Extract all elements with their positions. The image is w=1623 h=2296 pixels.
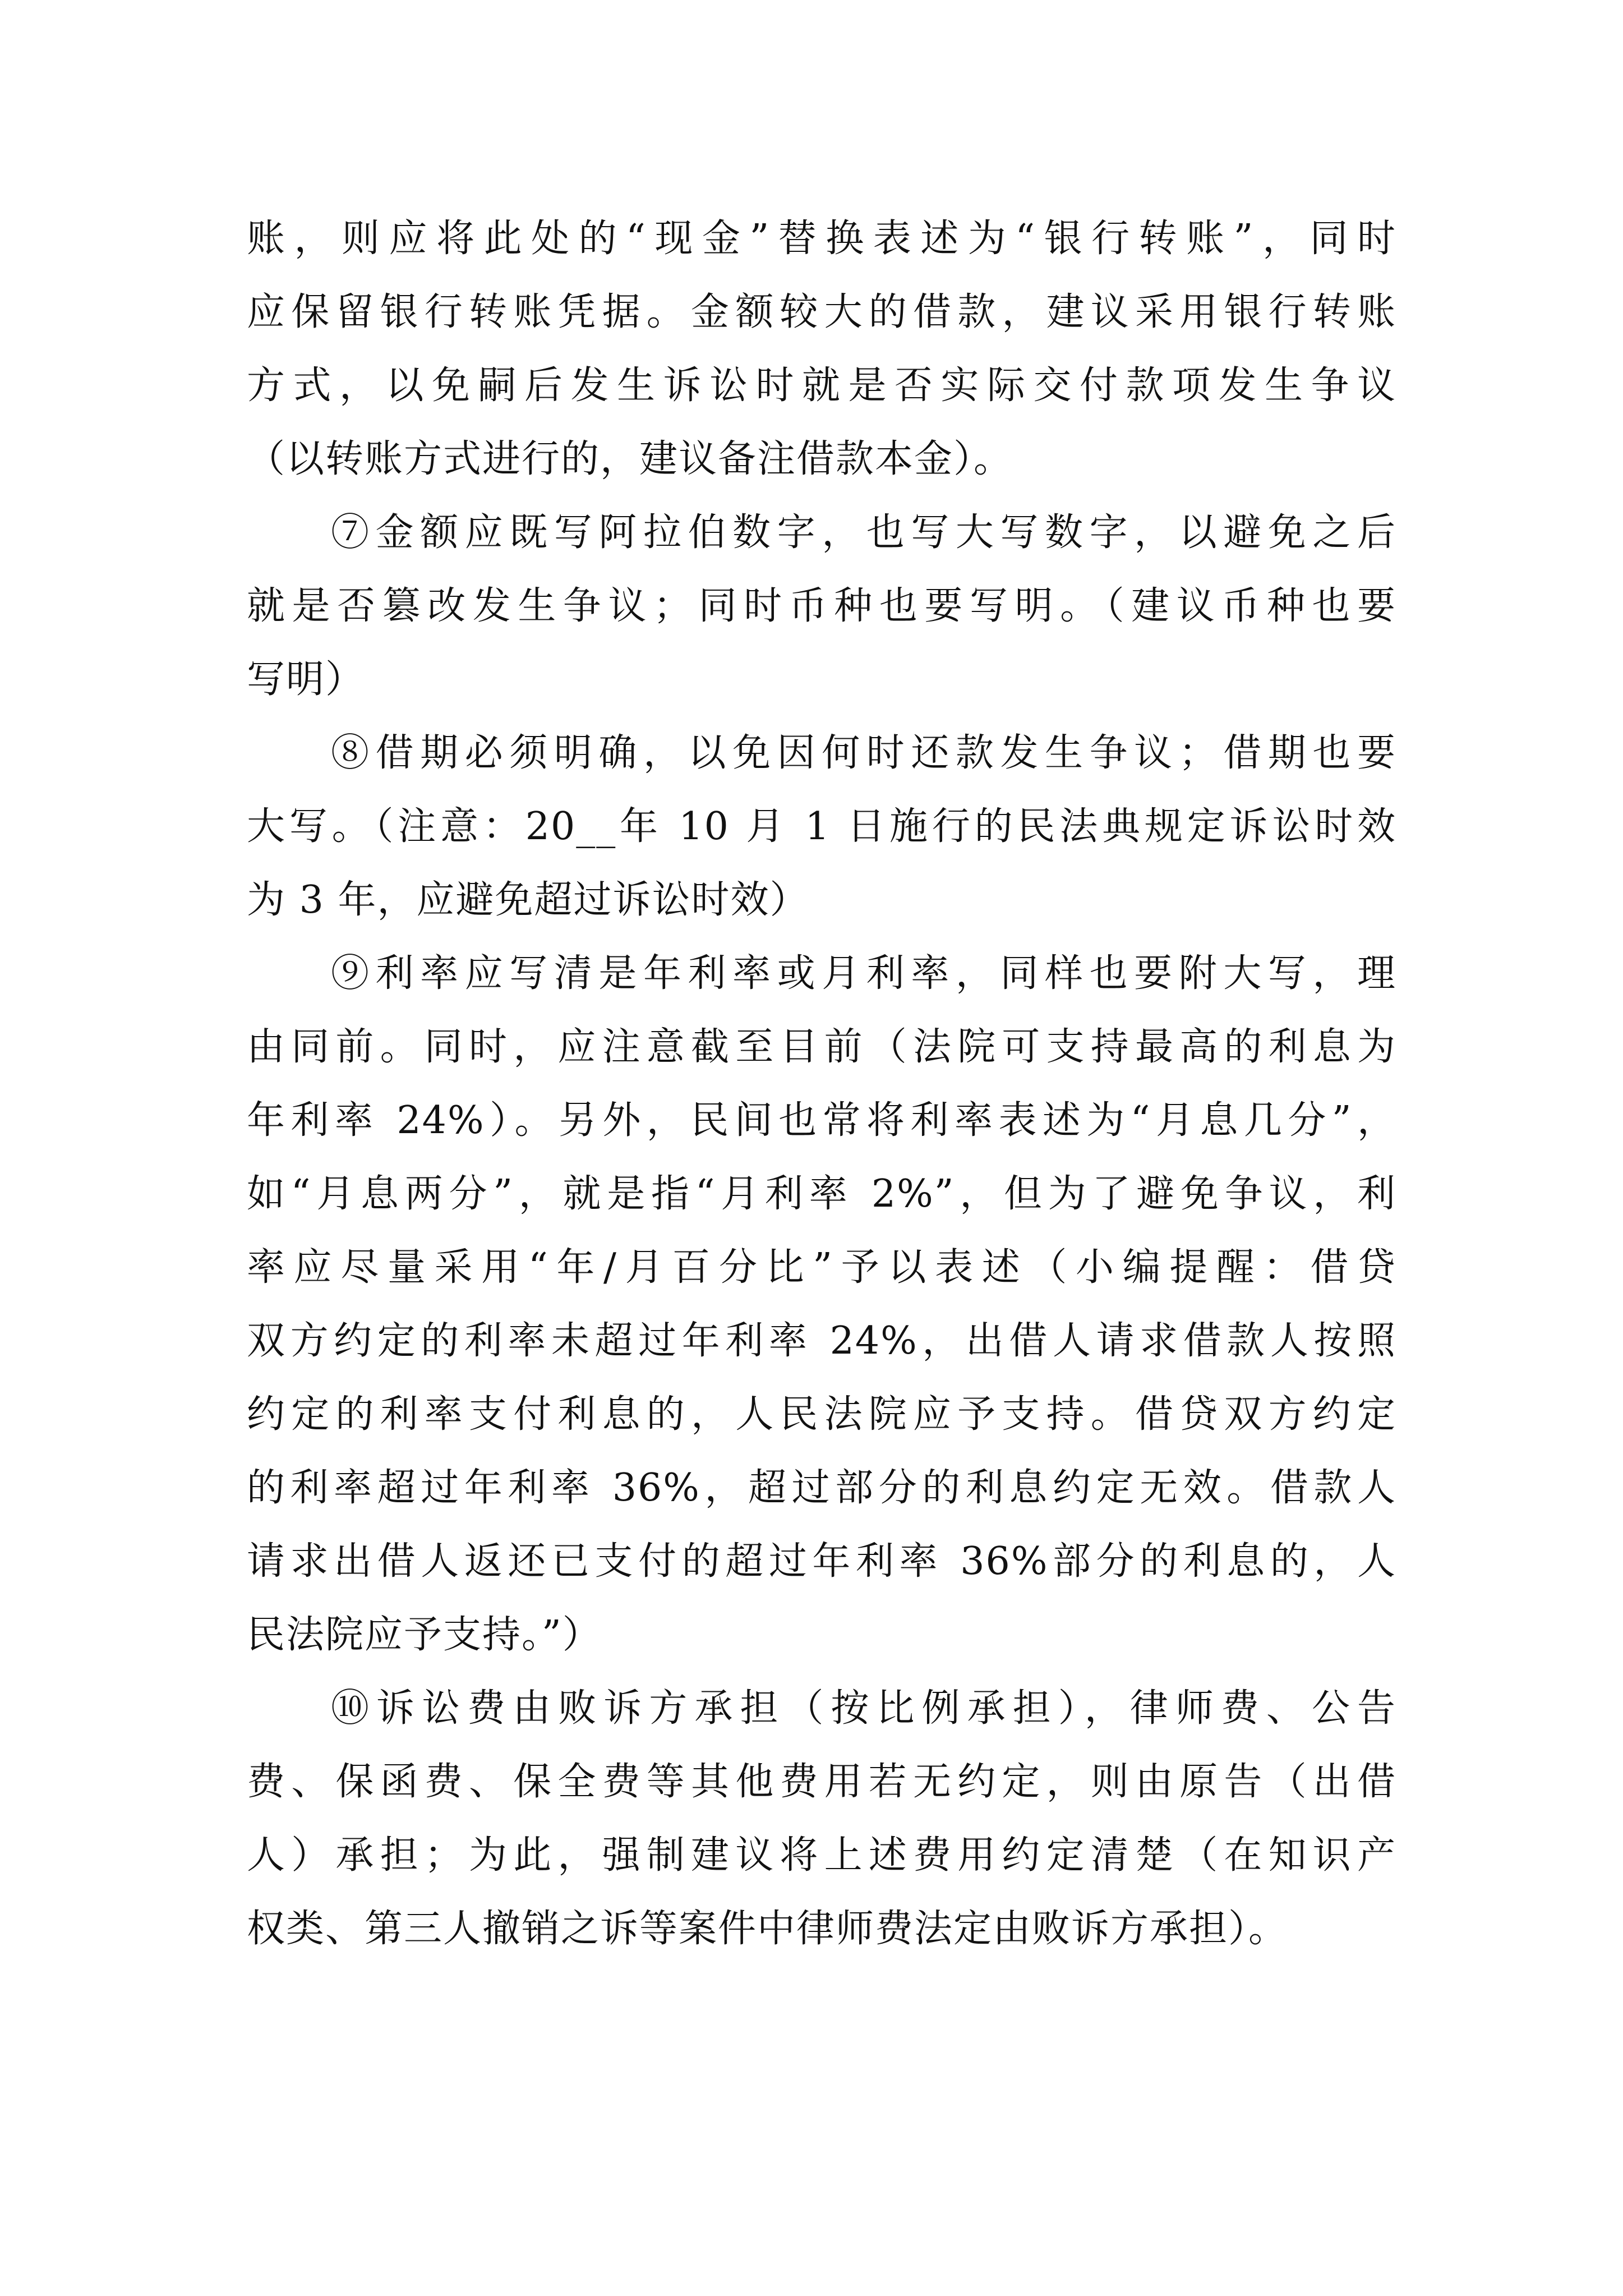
text-line: 由同前。同时，应注意截至目前（法院可支持最高的利息为 (247, 1025, 1396, 1069)
text-line: 民法院应予支持。”） (247, 1613, 602, 1657)
text-line: 大写。（注意：20__年 10 月 1 日施行的民法典规定诉讼时效 (247, 804, 1396, 849)
paragraph-10 (247, 1672, 1396, 1966)
text-line: 请求出借人返还已支付的超过年利率 36%部分的利息的，人 (247, 1539, 1396, 1584)
text-line: 就是否篡改发生争议；同时币种也要写明。（建议币种也要 (247, 584, 1396, 628)
text-line: 写明） (247, 657, 365, 702)
text-line: 如“月息两分”，就是指“月利率 2%”，但为了避免争议，利 (247, 1172, 1396, 1216)
paragraph-6-continued (247, 202, 1396, 496)
text-line: 权类、第三人撤销之诉等案件中律师费法定由败诉方承担）。 (247, 1907, 1288, 1951)
paragraph-9 (247, 937, 1396, 1672)
text-line: 应保留银行转账凭据。金额较大的借款，建议采用银行转账 (247, 290, 1396, 334)
body-text (247, 202, 1396, 1966)
text-line: ⑧借期必须明确，以免因何时还款发生争议；借期也要 (331, 731, 1396, 775)
text-line: ⑩诉讼费由败诉方承担（按比例承担），律师费、公告 (331, 1686, 1396, 1731)
text-line: 年利率 24%）。另外，民间也常将利率表述为“月息几分”， (247, 1098, 1396, 1143)
text-line: 约定的利率支付利息的，人民法院应予支持。借贷双方约定 (247, 1392, 1396, 1437)
text-line: 为 3 年，应避免超过诉讼时效） (247, 878, 809, 922)
text-line: 的利率超过年利率 36%，超过部分的利息约定无效。借款人 (247, 1466, 1396, 1510)
text-line: ⑨利率应写清是年利率或月利率，同样也要附大写，理 (331, 951, 1396, 996)
text-line: 人）承担；为此，强制建议将上述费用约定清楚（在知识产 (247, 1833, 1396, 1878)
text-line: 双方约定的利率未超过年利率 24%，出借人请求借款人按照 (247, 1319, 1396, 1363)
text-line: 率应尽量采用“年/月百分比”予以表述（小编提醒：借贷 (247, 1245, 1396, 1290)
text-line: ⑦金额应既写阿拉伯数字，也写大写数字，以避免之后 (331, 510, 1396, 555)
text-line: 费、保函费、保全费等其他费用若无约定，则由原告（出借 (247, 1760, 1396, 1804)
text-line: 方式，以免嗣后发生诉讼时就是否实际交付款项发生争议 (247, 364, 1396, 408)
paragraph-7 (247, 496, 1396, 716)
text-line: 账，则应将此处的“现金”替换表述为“银行转账”，同时 (247, 217, 1396, 261)
paragraph-8 (247, 716, 1396, 937)
text-line: （以转账方式进行的，建议备注借款本金）。 (247, 437, 1013, 481)
